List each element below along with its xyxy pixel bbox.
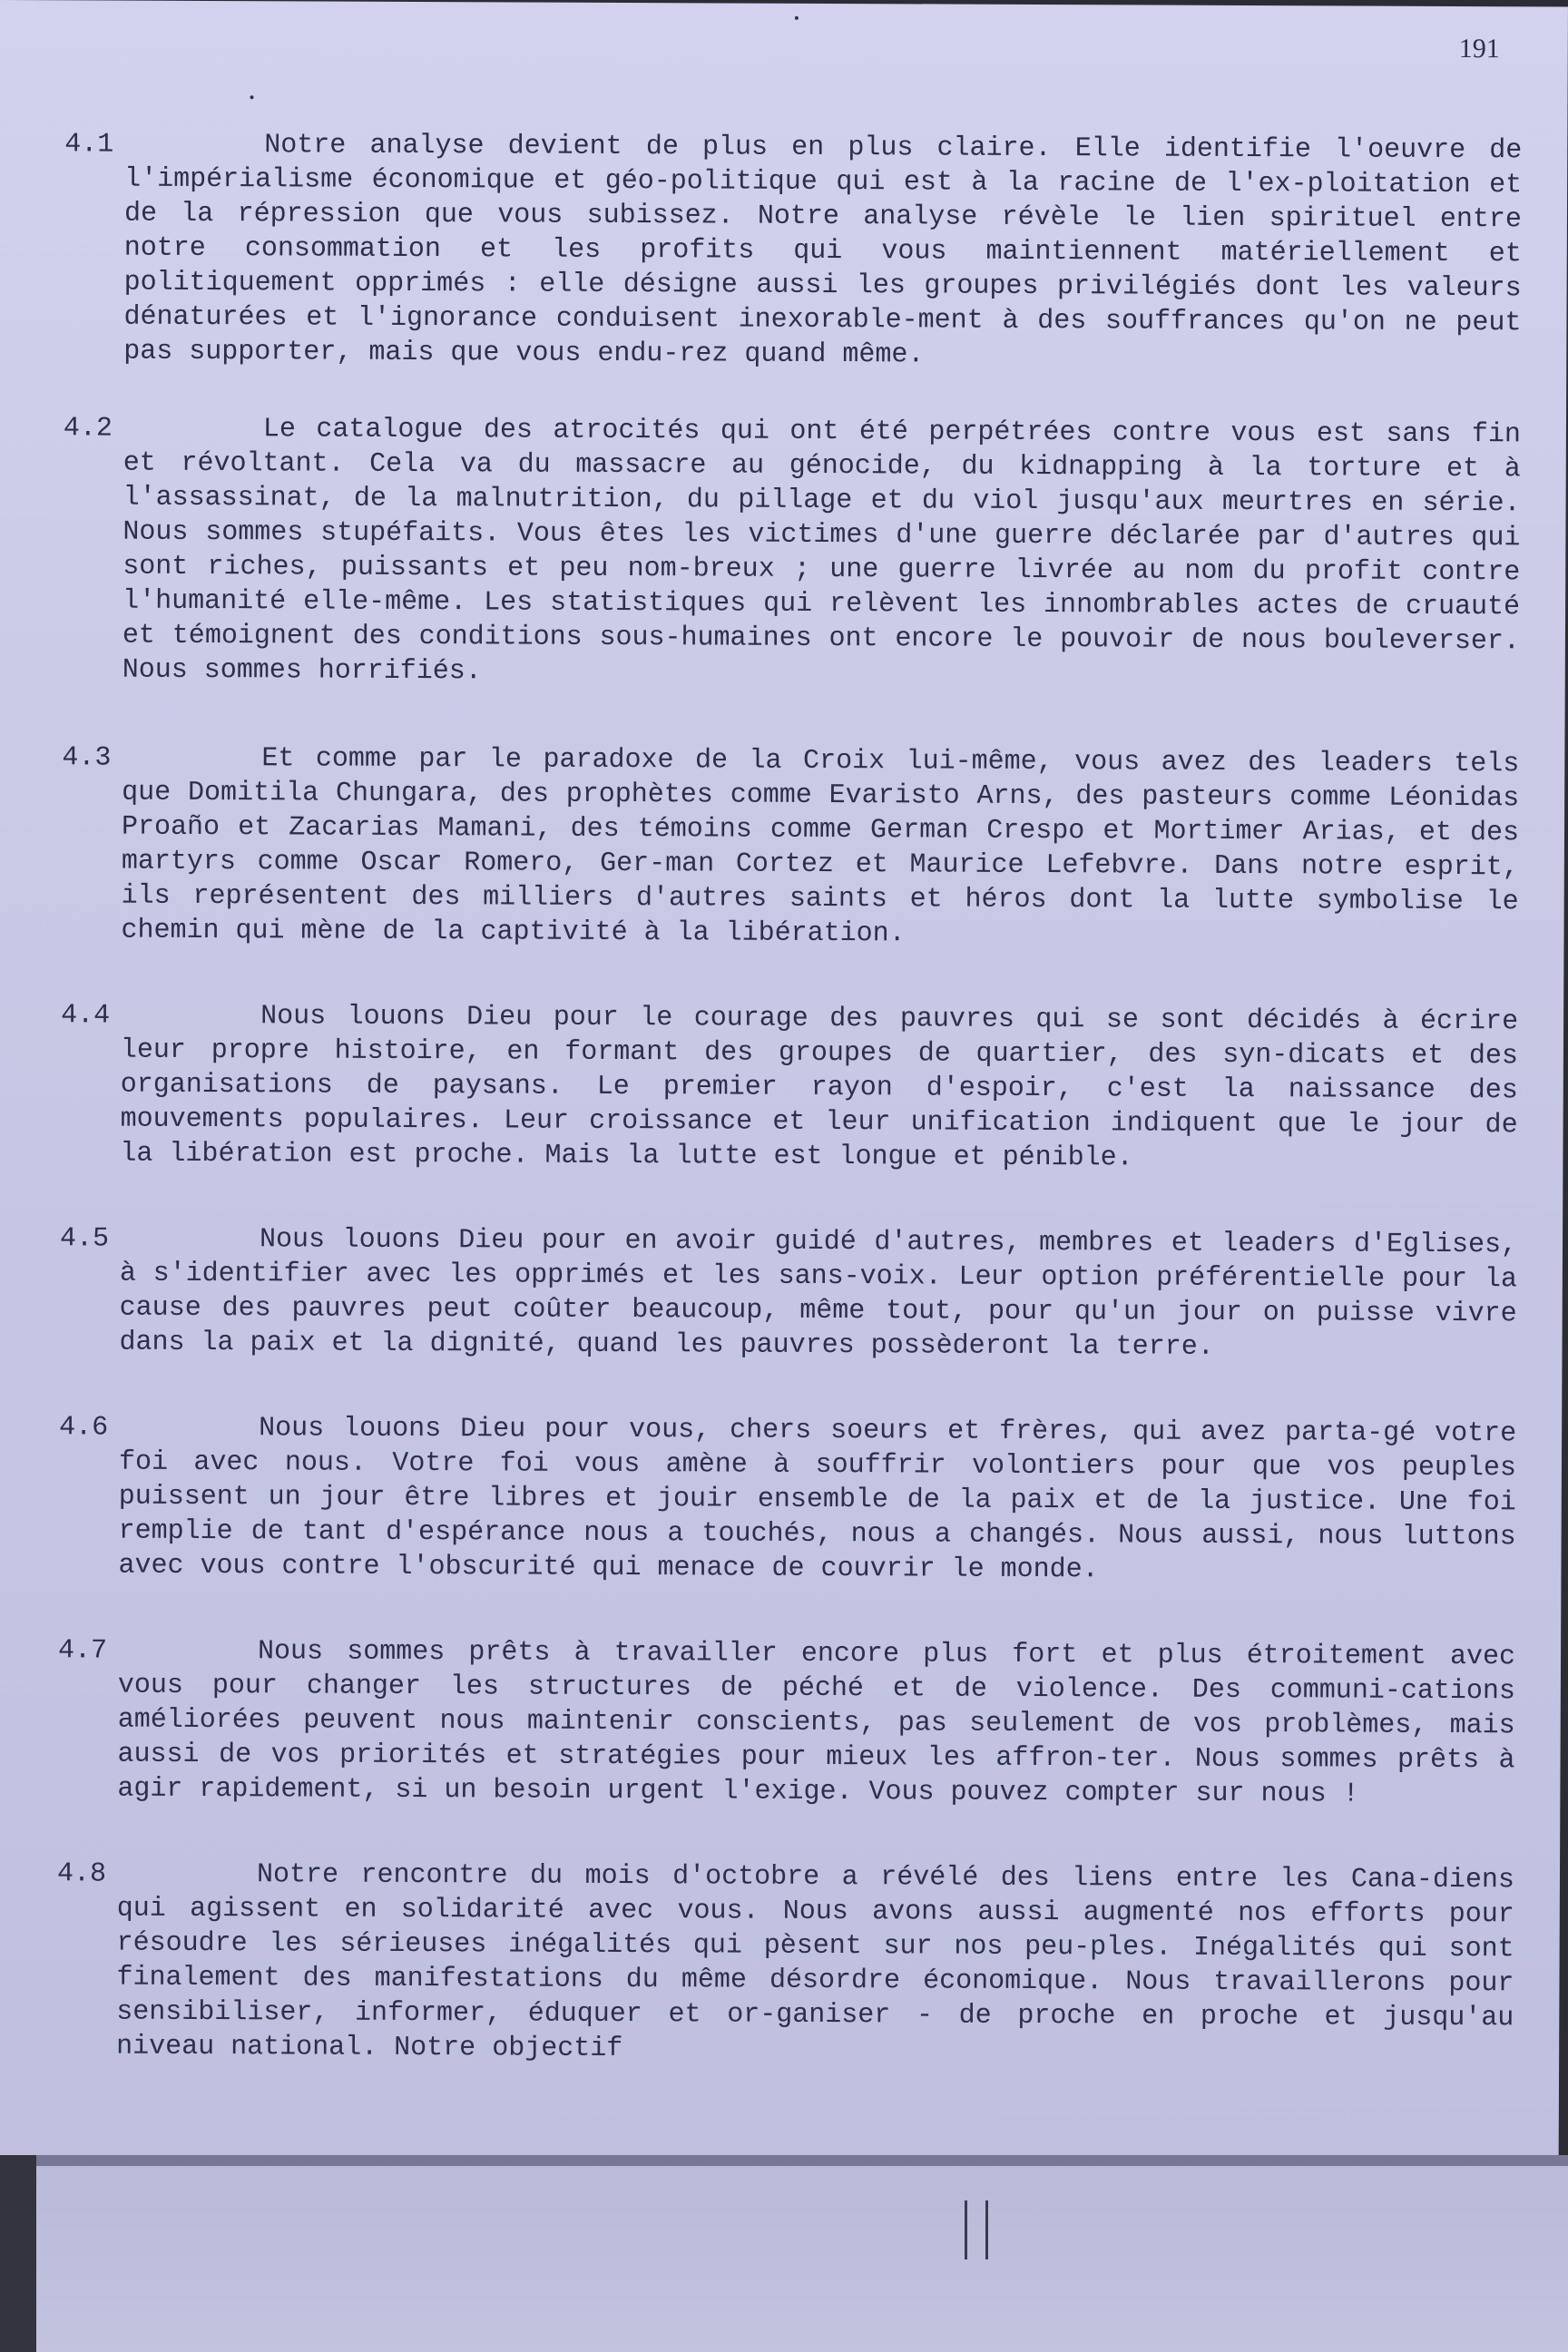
page-number: 191 — [1458, 34, 1500, 64]
paragraph-text: Nous louons Dieu pour le courage des pauvres qui se sont décidés à écrire leur propre histoire, en formant des groupes de quartier, des syn-dicats et des organisations de paysans. Le premier rayon d'espoir, c'est la naissance des mouvements populaires. Leur croissance et leur unification indiquent que le jour de la libération est proche. Mais la lutte est longue et pénible. — [120, 1001, 1519, 1174]
paragraph-text: Nous sommes prêts à travailler encore plus fort et plus étroitement avec vous pour changer les structures de péché et de violence. Des communi-cations améliorées peuvent nous maintenir conscients, pas seulement de vos problèmes, mais aussi de vos priorités et stratégies pour mieux les affron-ter. Nous sommes prêts à agir rapidement, si un besoin urgent l'exige. Vous pouvez compter sur nous ! — [117, 1636, 1516, 1810]
paragraph-4-4 — [0, 998, 1563, 1174]
paragraph-number: 4.6 — [59, 1412, 109, 1444]
double-bar-mark — [965, 2200, 988, 2259]
paragraph-text: Et comme par le paradoxe de la Croix lui-même, vous avez des leaders tels que Domitila Chungara, des prophètes comme Evaristo Arns, des pasteurs comme Léonidas Proaño et Zacarias Mamani, des témoins comme German Crespo et Mortimer Arias, et des martyrs comme Oscar Romero, Ger-man Cortez et Maurice Lefebvre. Dans notre esprit, ils représentent des milliers d'autres saints et héros dont la lutte symbolise le chemin qui mène de la captivité à la libération. — [121, 743, 1520, 950]
paragraph-number: 4.8 — [56, 1858, 107, 1890]
paragraph-4-2 — [0, 411, 1566, 688]
page-edge-shadow — [0, 2155, 1568, 2166]
underlying-page — [0, 2155, 1568, 2352]
paragraph-text: Le catalogue des atrocités qui ont été perpétrées contre vous est sans fin et révoltant. Cela va du massacre au génocide, du kidnapping à la torture et à l'assassinat, de la malnutrition, du pillage et du viol jusqu'aux meurtres en série. Nous sommes stupéfaits. Vous êtes les victimes d'une guerre déclarée par d'autres qui sont riches, puissants et peu nom-breux ; une guerre livrée au nom du profit contre l'humanité elle-même. Les statistiques qui relèvent les innombrables actes de cruauté et témoignent des conditions sous-humaines ont encore le pouvoir de nous bouleverser. Nous sommes horrifiés. — [122, 414, 1521, 688]
paragraph-4-6 — [0, 1410, 1562, 1586]
ink-speck — [795, 16, 799, 20]
paragraph-number: 4.2 — [63, 413, 113, 445]
paragraph-number: 4.7 — [57, 1635, 108, 1667]
paragraph-4-8 — [0, 1857, 1560, 2065]
paragraph-text: Notre analyse devient de plus en plus claire. Elle identifie l'oeuvre de l'impérialisme économique et géo-politique qui est à la racine de l'ex-ploitation et de la répression que vous subissez. Notre analyse révèle le lien spirituel entre notre consommation et les profits qui vous maintiennent matériellement et politiquement opprimés : elle désigne aussi les groupes privilégiés dont les valeurs dénaturées et l'ignorance conduisent inexorable-ment à des souffrances qu'on ne peut pas supporter, mais que vous endu-rez quand même. — [123, 130, 1523, 371]
paragraph-number: 4.3 — [62, 742, 112, 774]
paragraph-4-5 — [0, 1221, 1563, 1363]
paragraph-text: Nous louons Dieu pour en avoir guidé d'autres, membres et leaders d'Eglises, à s'identifier avec les opprimés et les sans-voix. Leur option préférentielle pour la cause des pauvres peut coûter beaucoup, même tout, pour qu'un jour on puisse vivre dans la paix et la dignité, quand les pauvres possèderont la terre. — [119, 1224, 1518, 1363]
paragraph-text: Nous louons Dieu pour vous, chers soeurs et frères, qui avez parta-gé votre foi avec nous. Votre foi vous amène à souffrir volontiers pour que vos peuples puissent un jour être libres et jouir ensemble de la paix et de la justice. Une foi remplie de tant d'espérance nous a touchés, nous a changés. Nous aussi, nous luttons avec vous contre l'obscurité qui menace de couvrir le monde. — [118, 1413, 1517, 1586]
paragraph-number: 4.5 — [59, 1223, 110, 1255]
background-strip — [0, 2155, 36, 2352]
paragraph-text: Notre rencontre du mois d'octobre a révélé des liens entre les Cana-diens qui agissent en solidarité avec vous. Nous avons aussi augmenté nos efforts pour résoudre les sérieuses inégalités qui pèsent sur nos peu-ples. Inégalités qui sont finalement des manifestations du même désordre économique. Nous travaillerons pour sensibiliser, informer, éduquer et or-ganiser - de proche en proche et jusqu'au niveau national. Notre objectif — [116, 1859, 1515, 2065]
paragraph-number: 4.4 — [61, 1000, 111, 1032]
paragraph-4-3 — [0, 740, 1564, 950]
paragraph-number: 4.1 — [64, 129, 114, 161]
paragraph-4-1 — [0, 127, 1567, 371]
ink-speck — [250, 95, 254, 99]
paragraph-4-7 — [0, 1633, 1561, 1810]
